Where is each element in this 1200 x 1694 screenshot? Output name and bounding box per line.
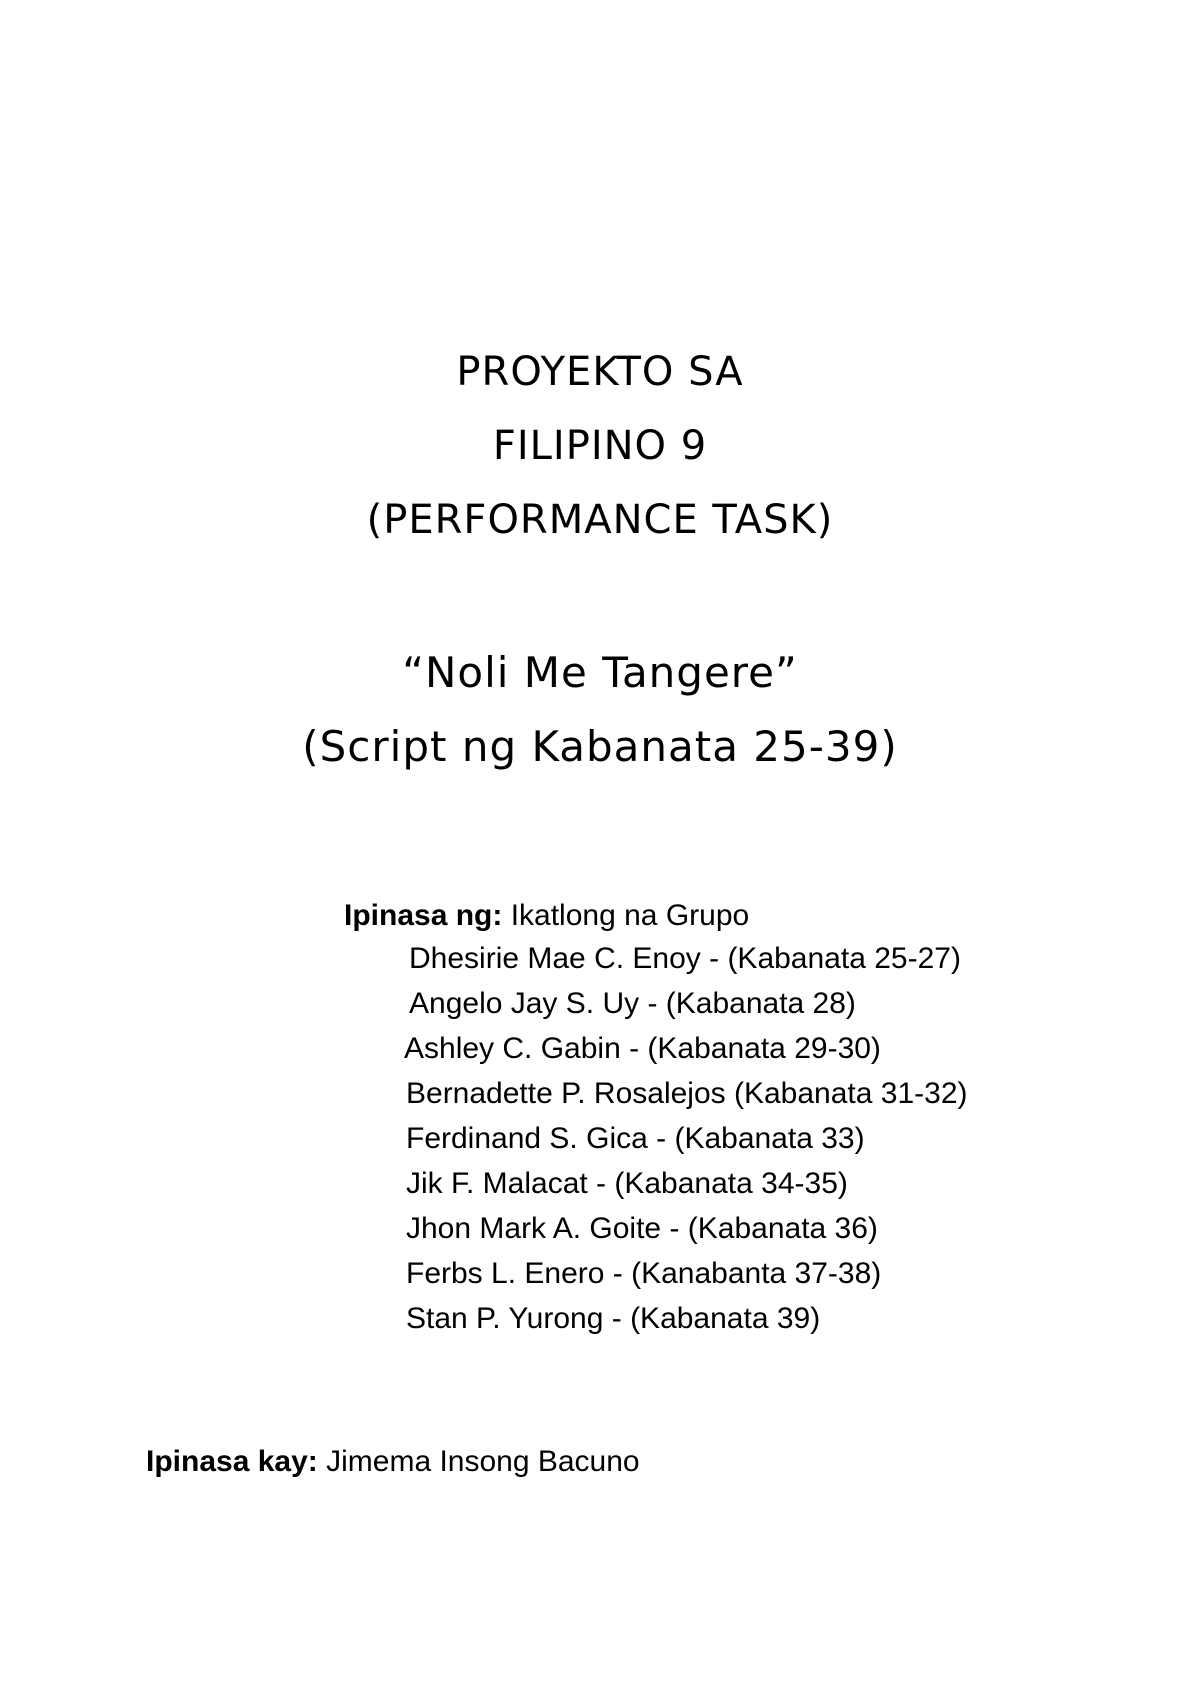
member-item: Angelo Jay S. Uy - (Kabanata 28)	[409, 987, 856, 1020]
title-line-3: (PERFORMANCE TASK)	[366, 497, 834, 543]
member-item: Jhon Mark A. Goite - (Kabanata 36)	[406, 1212, 878, 1245]
submitted-to-value: Jimema Insong Bacuno	[326, 1445, 640, 1478]
member-item: Ferdinand S. Gica - (Kabanata 33)	[406, 1122, 865, 1155]
member-item: Jik F. Malacat - (Kabanata 34-35)	[406, 1167, 848, 1200]
document-subtitle	[0, 636, 1200, 784]
subtitle-line-1: “Noli Me Tangere”	[402, 648, 798, 697]
member-item: Ferbs L. Enero - (Kanabanta 37-38)	[406, 1257, 882, 1290]
document-title	[0, 335, 1200, 557]
member-item: Bernadette P. Rosalejos (Kabanata 31-32)	[406, 1077, 968, 1110]
member-item: Stan P. Yurong - (Kabanata 39)	[406, 1302, 821, 1335]
member-item: Dhesirie Mae C. Enoy - (Kabanata 25-27)	[409, 942, 961, 975]
member-item: Ashley C. Gabin - (Kabanata 29-30)	[404, 1032, 881, 1065]
submitted-by-label: Ipinasa ng:	[344, 899, 503, 932]
subtitle-line-2: (Script ng Kabanata 25-39)	[302, 722, 898, 771]
title-line-1: PROYEKTO SA	[456, 349, 744, 395]
submitted-by	[344, 894, 749, 938]
submitted-by-value: Ikatlong na Grupo	[510, 899, 750, 932]
submitted-to	[146, 1440, 640, 1484]
title-line-2: FILIPINO 9	[492, 423, 708, 469]
submitted-to-label: Ipinasa kay:	[146, 1445, 318, 1478]
